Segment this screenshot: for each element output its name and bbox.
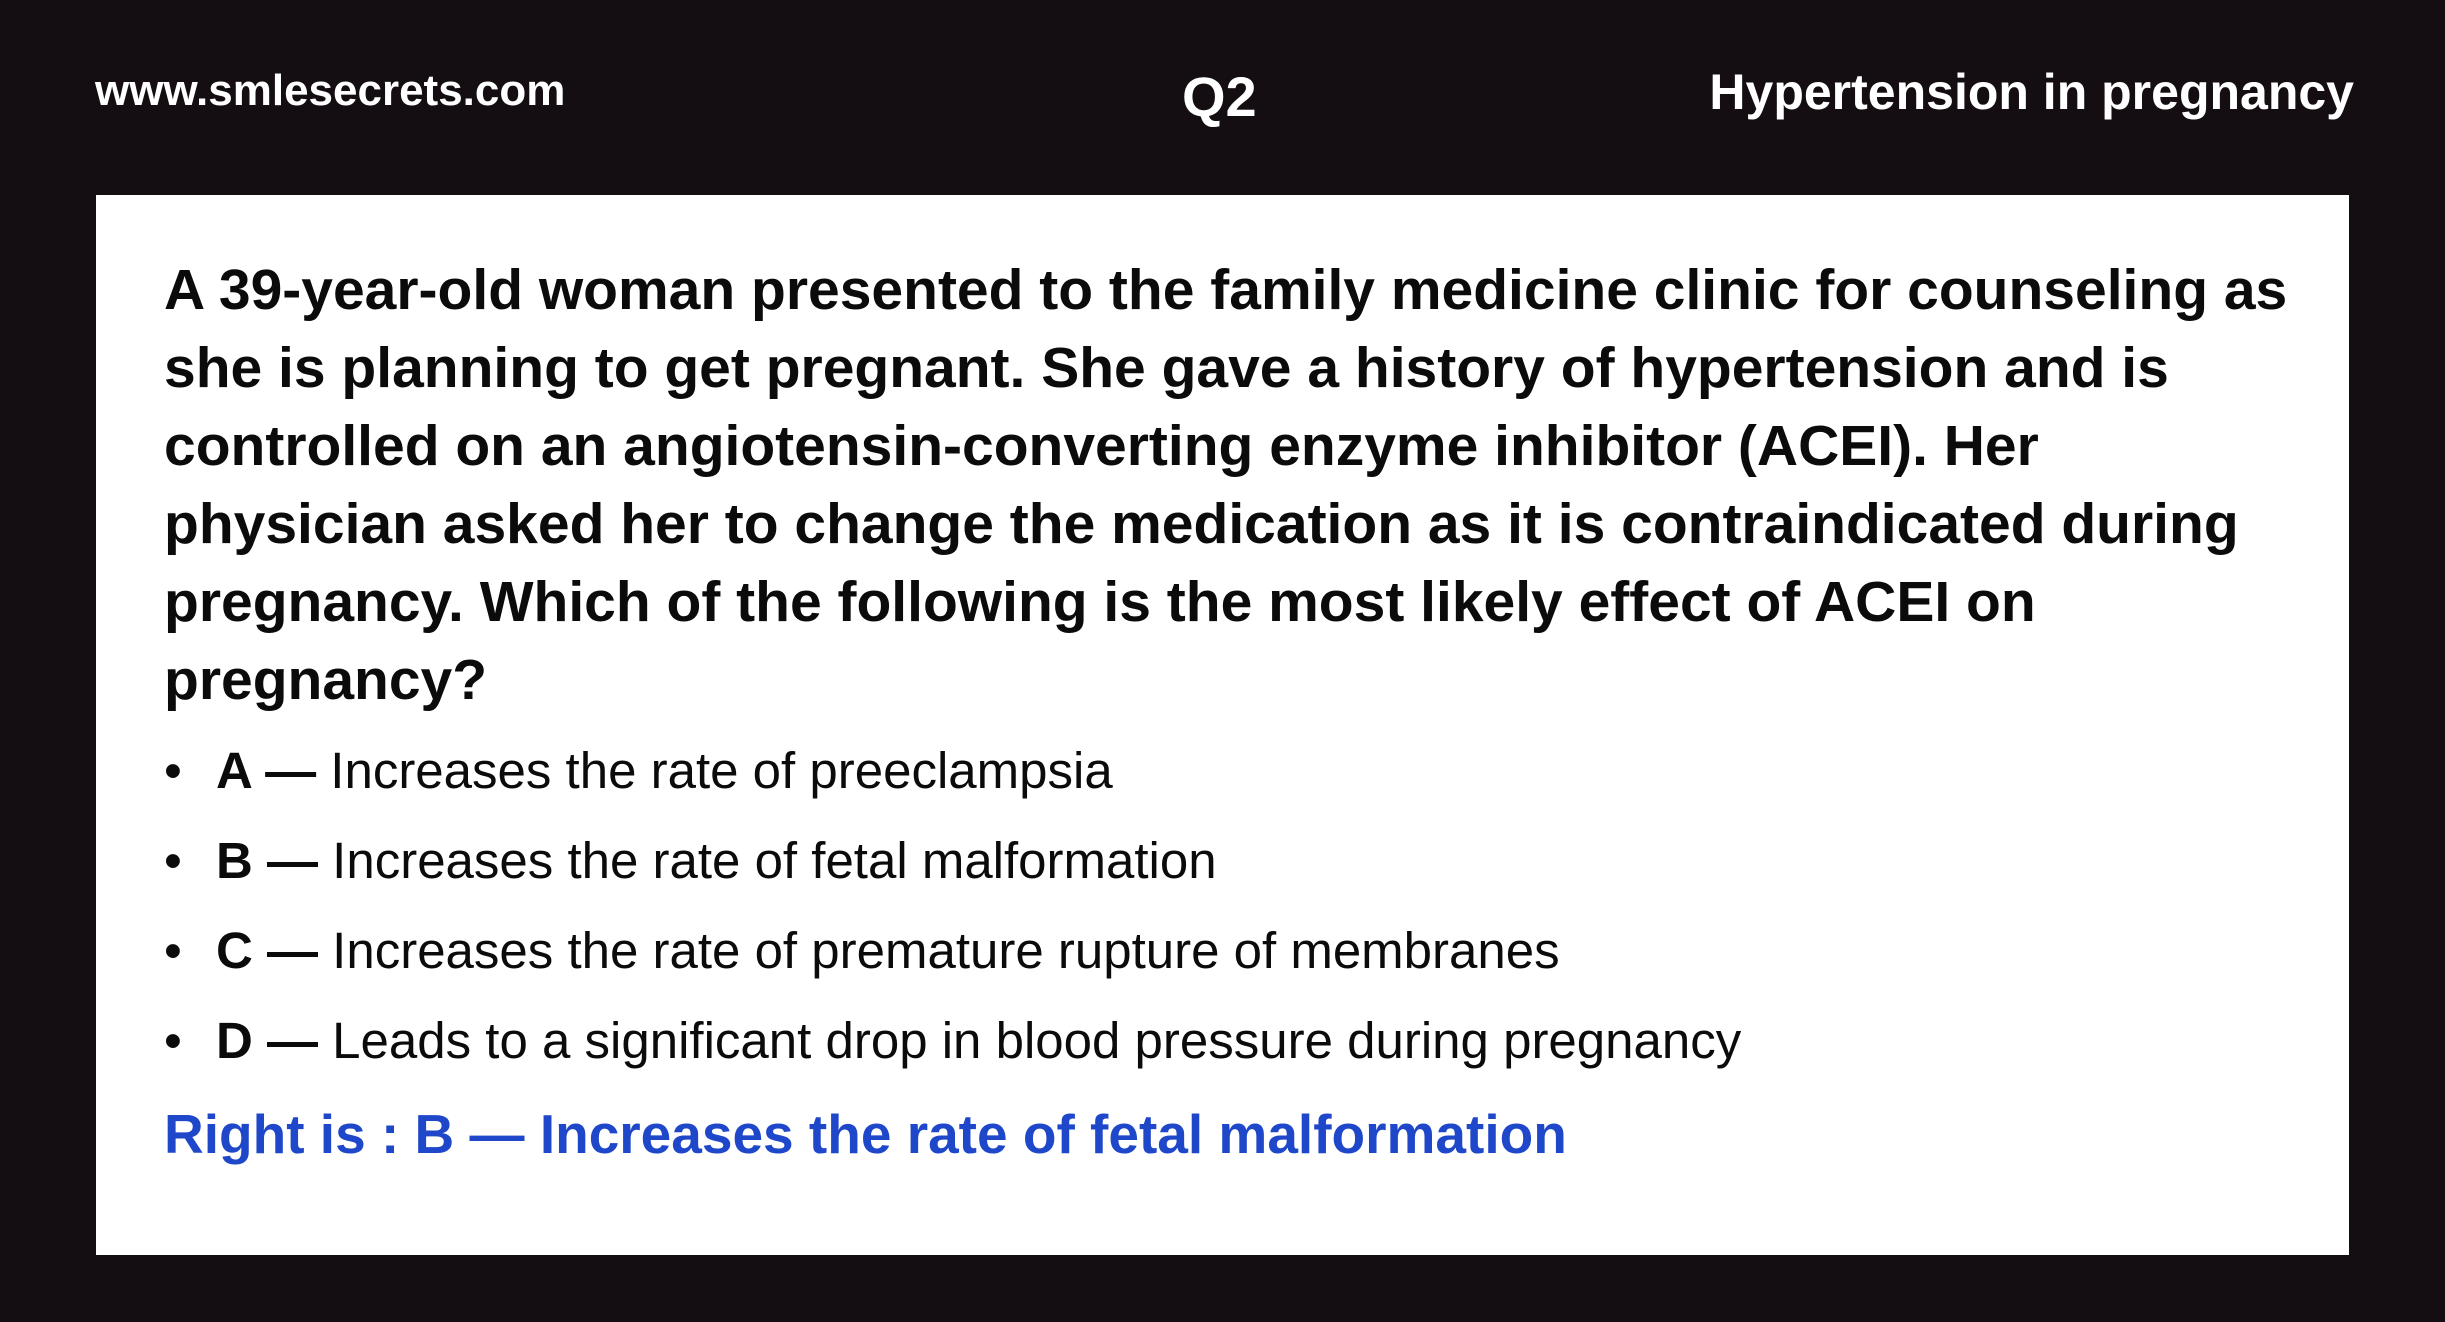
bullet-icon: • [164,742,182,799]
option-c [164,921,2289,981]
option-letter: A — [216,742,331,799]
topic-title: Hypertension in pregnancy [1709,64,2354,120]
option-text: Increases the rate of premature rupture of membranes [332,922,1560,979]
option-letter: D — [216,1012,333,1069]
option-d [164,1011,2289,1071]
bullet-icon: • [164,832,182,889]
site-url: www.smlesecrets.com [95,66,566,115]
bullet-icon: • [164,1012,182,1069]
question-card [96,195,2349,1255]
option-text: Increases the rate of fetal malformation [332,832,1217,889]
correct-answer: Right is : B — Increases the rate of fetal malformation [164,1103,1567,1165]
bullet-icon: • [164,922,182,979]
question-number: Q2 [1182,65,1257,128]
question-text: A 39-year-old woman presented to the family medicine clinic for counseling as she is planning to get pregnant. She gave a history of hypertension and is controlled on an angiotensin-converting enzyme inhibitor (ACEI). Her physician asked her to change the medication as it is contraindicated during pregnancy. Which of the following is the most likely effect of ACEI on pregnancy? [164,258,2288,712]
option-a [164,741,2289,801]
option-b [164,831,2289,891]
option-text: Increases the rate of preeclampsia [330,742,1113,799]
option-letter: C — [216,922,333,979]
option-text: Leads to a significant drop in blood pressure during pregnancy [332,1012,1742,1069]
answer-options-list [164,741,2289,1071]
option-letter: B — [216,832,333,889]
